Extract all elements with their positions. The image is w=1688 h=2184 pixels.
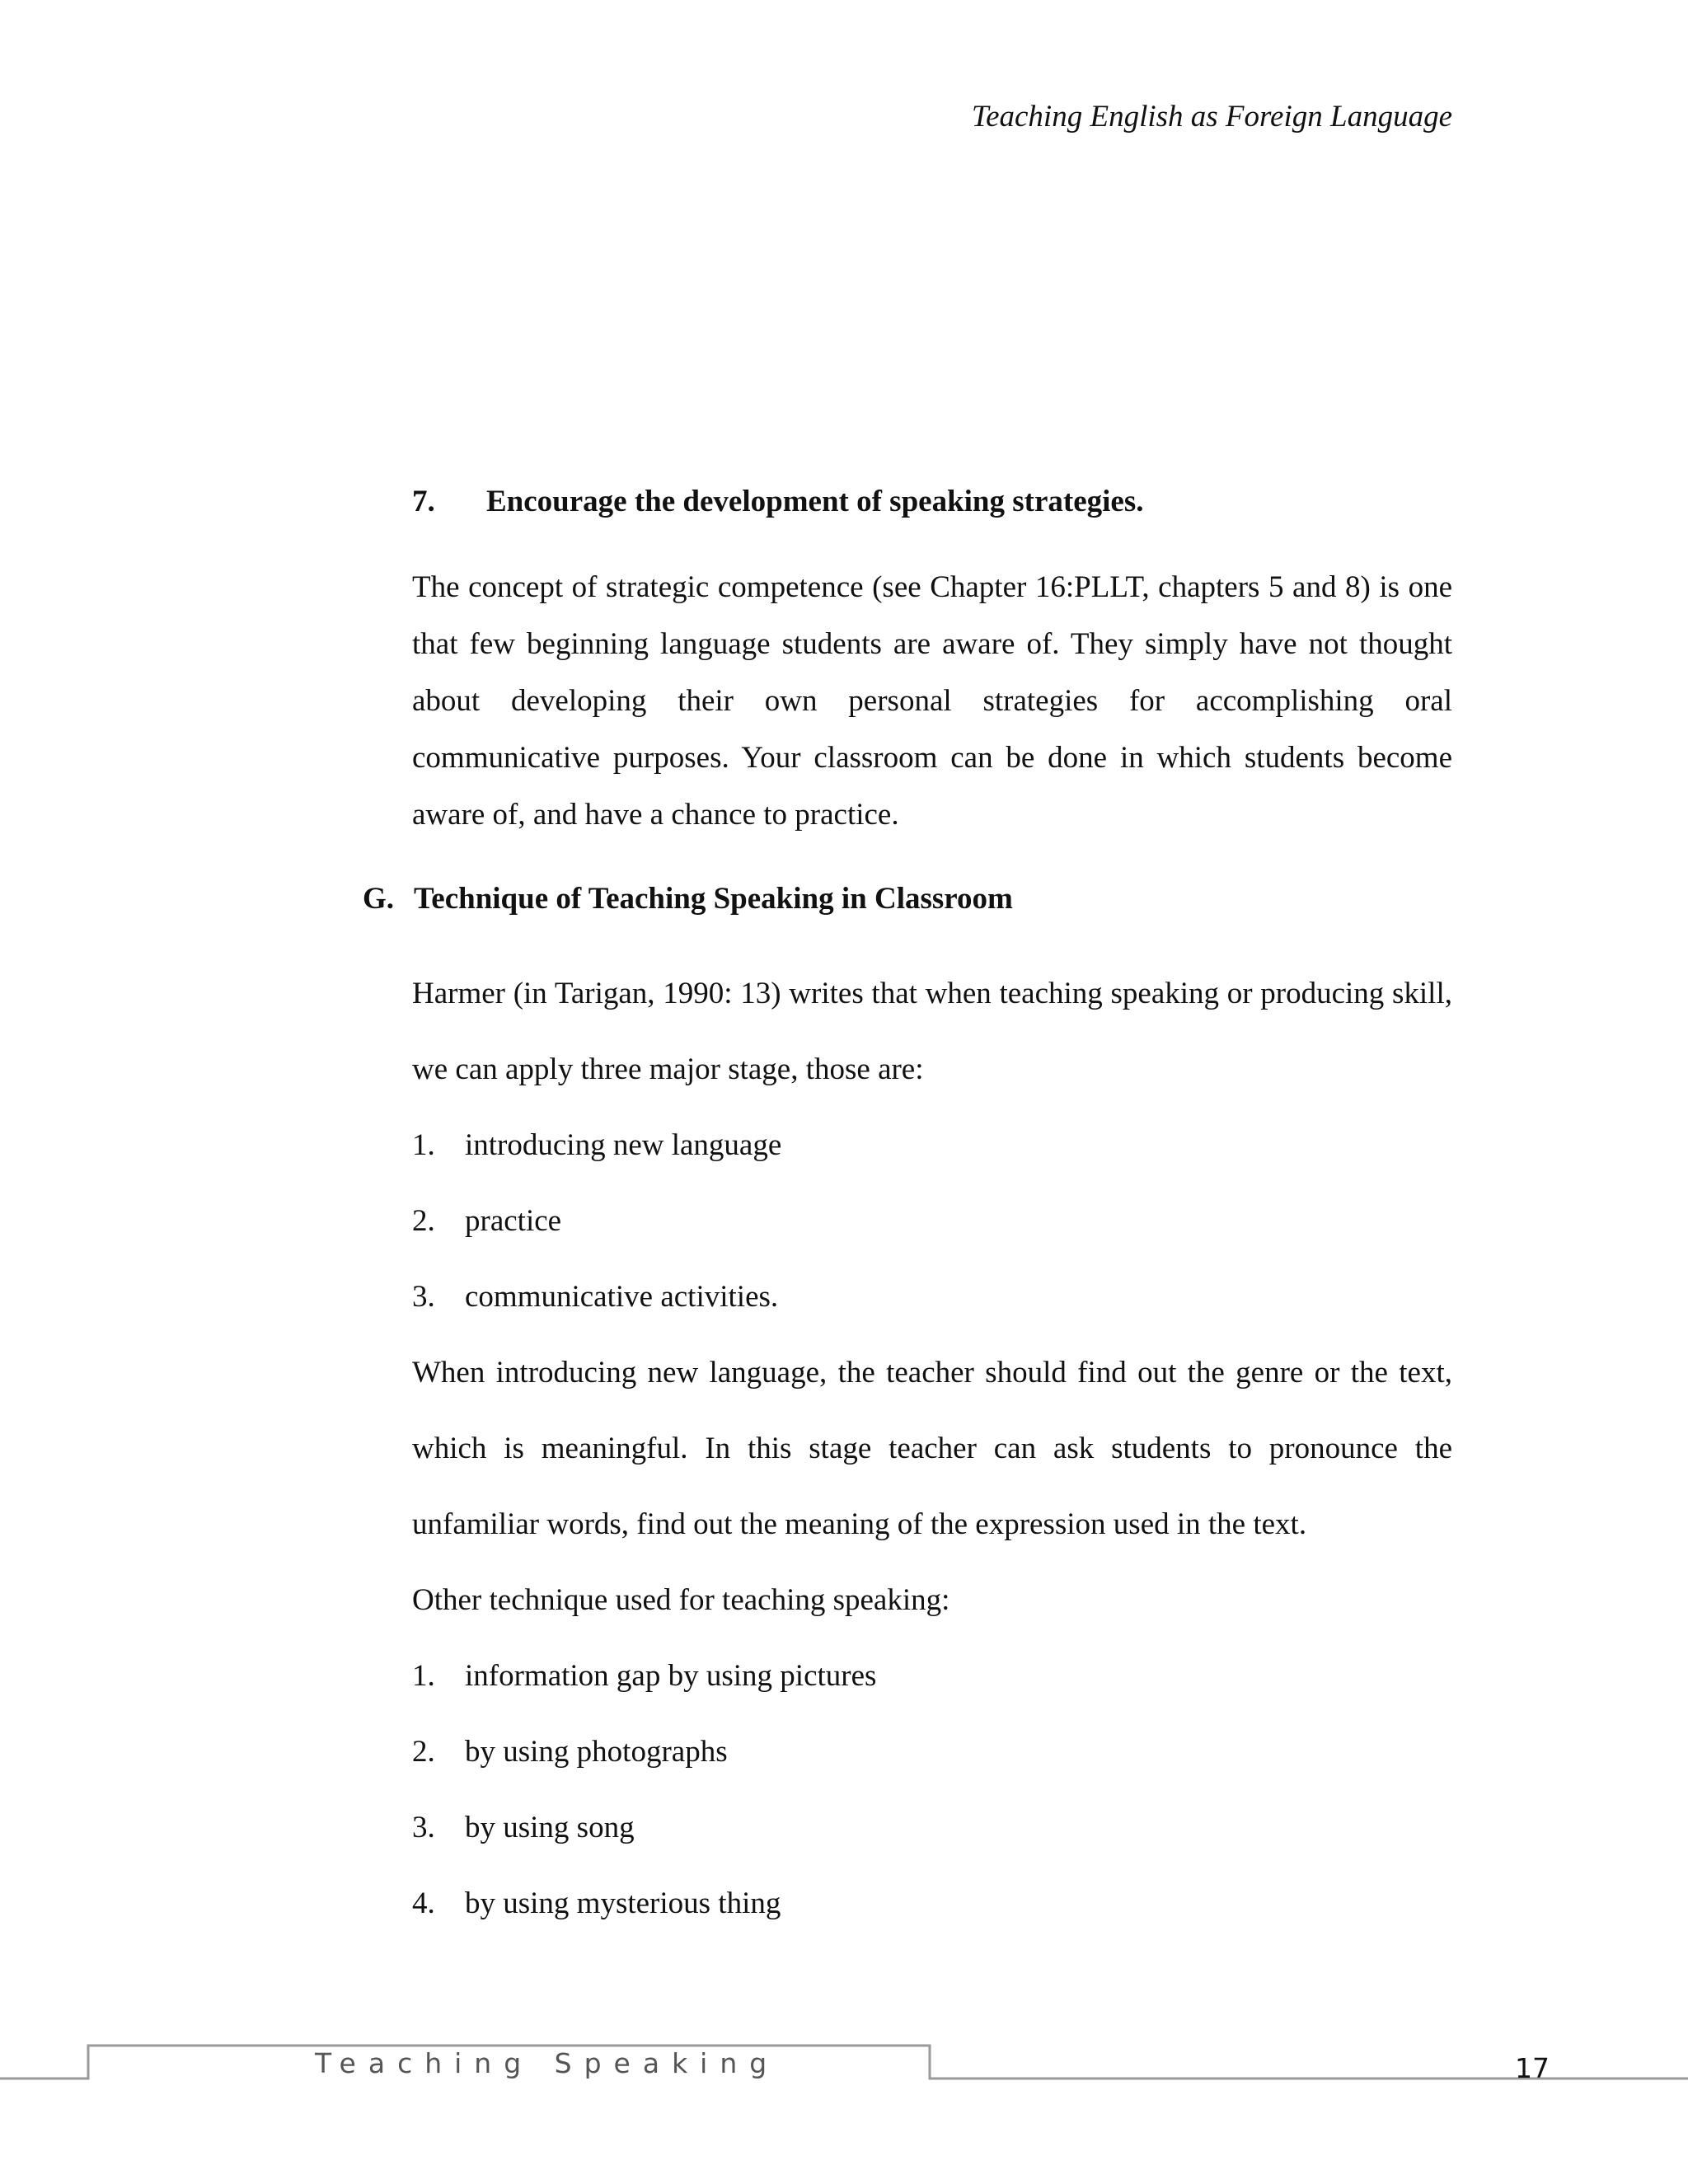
list-item-number: 3. xyxy=(412,1280,435,1314)
list-item xyxy=(412,1790,1452,1866)
techniques-list xyxy=(412,1638,1452,1942)
list-item-number: 4. xyxy=(412,1886,435,1920)
list-item-text: by using photographs xyxy=(465,1735,728,1769)
strategic-competence-paragraph: The concept of strategic competence (see Chapter 16:PLLT, chapters 5 and 8) is one that few beginning language students are aware of. They simply have not thought about developing their own personal strategies for accomplishing oral communicative purposes. Your classroom can be done in which students become aware of, and have a chance to practice. xyxy=(412,570,1452,832)
section-title: Technique of Teaching Speaking in Classroom xyxy=(414,882,1013,916)
list-item-number: 1. xyxy=(412,1659,435,1693)
list-item-text: introducing new language xyxy=(465,1128,782,1162)
sub-heading-number: 7. xyxy=(412,485,435,518)
list-item-number: 2. xyxy=(412,1204,435,1238)
harmer-intro-paragraph: Harmer (in Tarigan, 1990: 13) writes that when teaching speaking or producing skill, we can apply three major stage, those are: xyxy=(412,977,1452,1086)
list-item-text: information gap by using pictures xyxy=(465,1659,877,1693)
section-heading-g xyxy=(363,879,1013,920)
section-g-body xyxy=(412,956,1452,1942)
footer-rule xyxy=(0,2036,1688,2102)
list-item-text: communicative activities. xyxy=(465,1280,779,1314)
list-item xyxy=(412,1108,1452,1183)
list-item xyxy=(412,1259,1452,1335)
list-item-text: by using song xyxy=(465,1811,635,1844)
section-letter: G. xyxy=(363,882,395,916)
running-header-title: Teaching English as Foreign Language xyxy=(971,100,1452,134)
sub-heading-text: Encourage the development of speaking strategies. xyxy=(486,485,1144,518)
stages-list xyxy=(412,1108,1452,1335)
other-technique-intro: Other technique used for teaching speaking: xyxy=(412,1583,950,1617)
list-item-number: 3. xyxy=(412,1811,435,1844)
introducing-language-paragraph: When introducing new language, the teacher should find out the genre or the text, which is meaningful. In this stage teacher can ask students to pronounce the unfamiliar words, find out the meaning of the expression used in the text. xyxy=(412,1356,1452,1541)
list-item xyxy=(412,1638,1452,1714)
list-item xyxy=(412,1714,1452,1790)
list-item xyxy=(412,1183,1452,1259)
page-number: 17 xyxy=(1515,2052,1550,2084)
sub-heading-7 xyxy=(412,481,1144,523)
list-item-number: 2. xyxy=(412,1735,435,1769)
footer-title: Teaching Speaking xyxy=(315,2047,780,2079)
list-item xyxy=(412,1866,1452,1942)
list-item-text: practice xyxy=(465,1204,562,1238)
page-footer xyxy=(0,2036,1688,2102)
list-item-number: 1. xyxy=(412,1128,435,1162)
list-item-text: by using mysterious thing xyxy=(465,1886,781,1920)
